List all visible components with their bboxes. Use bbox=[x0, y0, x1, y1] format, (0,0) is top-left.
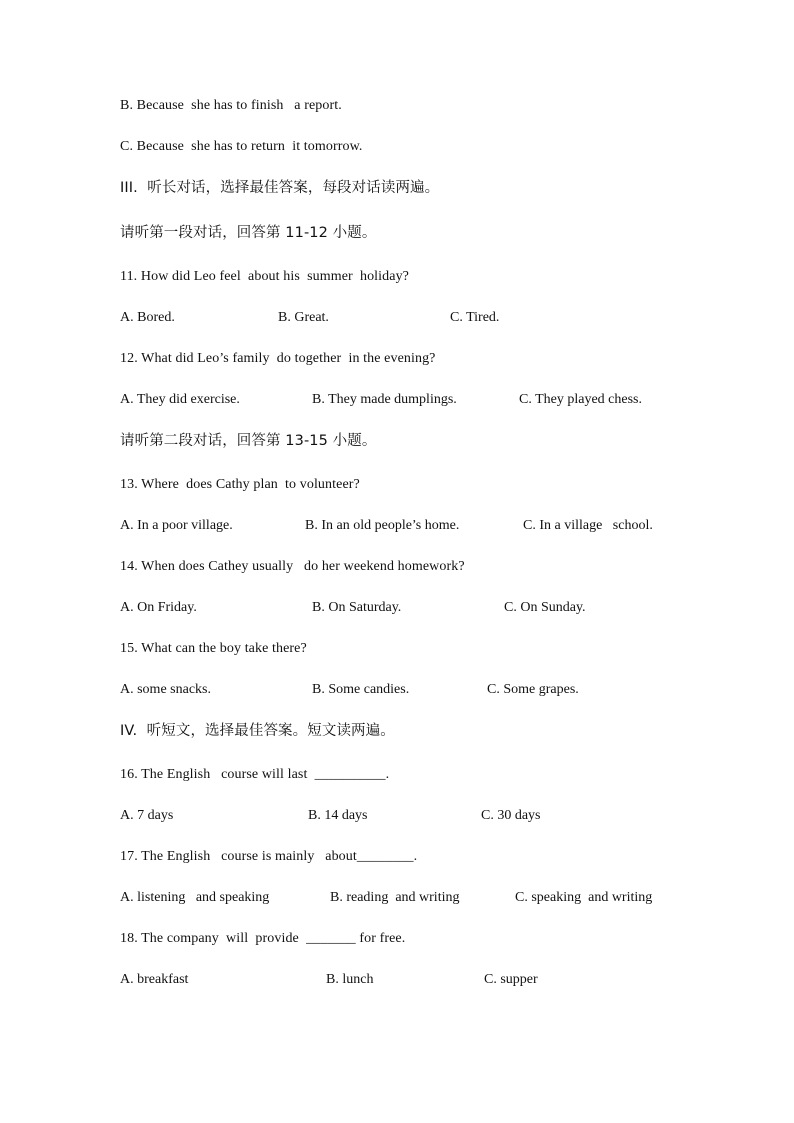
dialog-1-instruction: 请听第一段对话，回答第 11-12 小题。 bbox=[120, 225, 377, 241]
q15-option-a: A. some snacks. bbox=[120, 682, 211, 697]
q18-option-a: A. breakfast bbox=[120, 972, 189, 987]
q12-option-c: C. They played chess. bbox=[519, 392, 642, 407]
q15-option-b: B. Some candies. bbox=[312, 682, 410, 697]
q17-option-c: C. speaking and writing bbox=[515, 890, 653, 905]
q11-option-a: A. Bored. bbox=[120, 310, 175, 325]
option-b-previous: B. Because she has to finish a report. bbox=[120, 98, 342, 113]
q12-option-b: B. They made dumplings. bbox=[312, 392, 457, 407]
section-3-heading: III. 听长对话，选择最佳答案，每段对话读两遍。 bbox=[120, 180, 440, 196]
option-c-previous: C. Because she has to return it tomorrow. bbox=[120, 139, 363, 154]
q14-option-c: C. On Sunday. bbox=[504, 600, 586, 615]
question-17: 17. The English course is mainly about________. bbox=[120, 849, 418, 864]
question-16: 16. The English course will last __________. bbox=[120, 767, 390, 782]
q17-option-a: A. listening and speaking bbox=[120, 890, 270, 905]
q16-option-b: B. 14 days bbox=[308, 808, 368, 823]
q11-option-c: C. Tired. bbox=[450, 310, 500, 325]
q18-option-c: C. supper bbox=[484, 972, 538, 987]
question-12: 12. What did Leo’s family do together in the evening? bbox=[120, 351, 436, 366]
q17-option-b: B. reading and writing bbox=[330, 890, 460, 905]
q18-option-b: B. lunch bbox=[326, 972, 374, 987]
section-4-heading: IV. 听短文，选择最佳答案。短文读两遍。 bbox=[120, 723, 395, 739]
q16-option-c: C. 30 days bbox=[481, 808, 541, 823]
question-15: 15. What can the boy take there? bbox=[120, 641, 307, 656]
q14-option-a: A. On Friday. bbox=[120, 600, 197, 615]
q12-option-a: A. They did exercise. bbox=[120, 392, 240, 407]
question-18: 18. The company will provide _______ for free. bbox=[120, 931, 406, 946]
q14-option-b: B. On Saturday. bbox=[312, 600, 402, 615]
q11-option-b: B. Great. bbox=[278, 310, 329, 325]
q16-option-a: A. 7 days bbox=[120, 808, 174, 823]
q13-option-c: C. In a village school. bbox=[523, 518, 653, 533]
dialog-2-instruction: 请听第二段对话，回答第 13-15 小题。 bbox=[120, 433, 377, 449]
q15-option-c: C. Some grapes. bbox=[487, 682, 579, 697]
question-11: 11. How did Leo feel about his summer holiday? bbox=[120, 269, 409, 284]
question-14: 14. When does Cathey usually do her weekend homework? bbox=[120, 559, 465, 574]
question-13: 13. Where does Cathy plan to volunteer? bbox=[120, 477, 360, 492]
q13-option-b: B. In an old people’s home. bbox=[305, 518, 460, 533]
q13-option-a: A. In a poor village. bbox=[120, 518, 233, 533]
